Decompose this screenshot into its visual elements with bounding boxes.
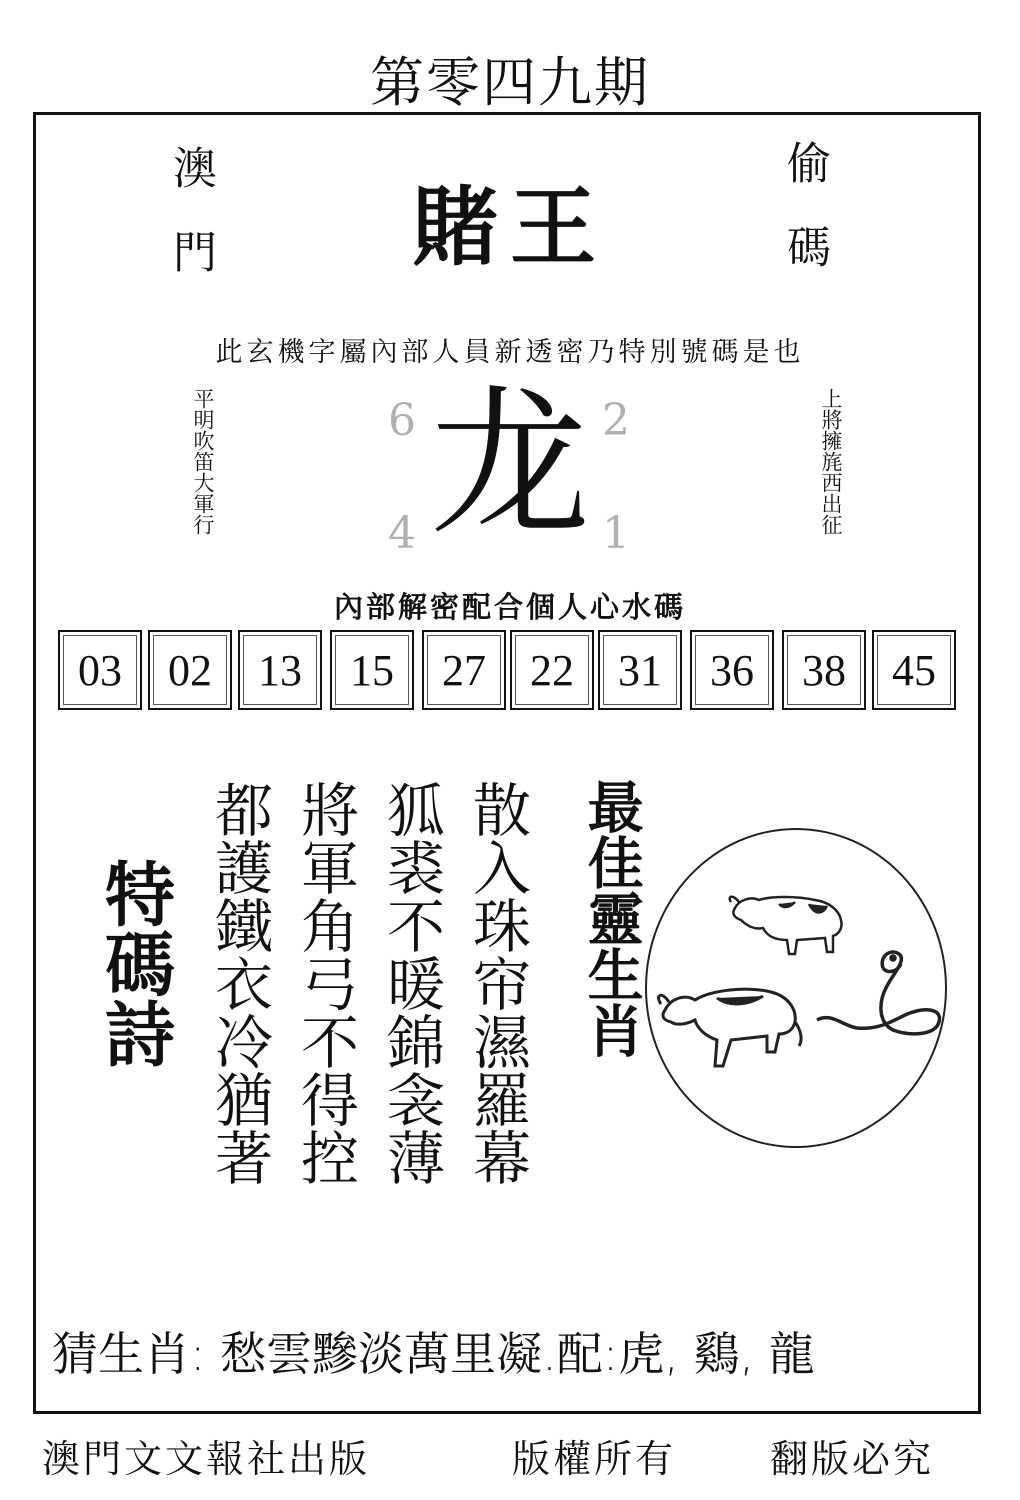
corner-number-top-right: 2: [602, 395, 630, 446]
corner-number-bottom-left: 4: [388, 508, 416, 559]
verse-right: 上將擁旄西出征: [819, 388, 843, 535]
zodiac-picture-circle: [645, 828, 947, 1148]
main-title: 賭王: [412, 178, 608, 278]
best-zodiac-label: 最佳靈生肖: [578, 778, 645, 1058]
featured-zodiac: 龙: [429, 370, 590, 557]
decode-line: 內部解密配合個人心水碼: [333, 590, 686, 624]
number-box: 38: [782, 630, 866, 710]
issue-title: 第零四九期: [370, 51, 650, 114]
corner-number-top-left: 6: [388, 395, 416, 446]
side-label-right: 偷碼: [779, 140, 830, 308]
number-box: 03: [58, 630, 142, 710]
number-box: 45: [872, 630, 956, 710]
ox-icon: [659, 989, 802, 1066]
verse-left: 平明吹笛大軍行: [191, 388, 215, 535]
poem-line: 散入珠帘濕羅幕: [462, 780, 531, 1186]
corner-number-bottom-right: 1: [602, 508, 630, 559]
number-box: 31: [598, 630, 682, 710]
number-box: 15: [330, 630, 414, 710]
number-box: 27: [422, 630, 506, 710]
footer-copyright: 版權所有: [512, 1437, 677, 1481]
footer-publisher: 澳門文文報社出版: [42, 1437, 371, 1481]
number-box: 13: [238, 630, 322, 710]
poem-line: 將軍角弓不得控: [290, 780, 359, 1186]
secret-line: 此玄機字屬內部人員新透密乃特別號碼是也: [215, 337, 805, 368]
guess-zodiac-line: 猜生肖: 愁雲黲淡萬里凝.配:虎, 鷄, 龍: [52, 1327, 815, 1381]
number-box: 36: [690, 630, 774, 710]
numbers-row: [58, 630, 958, 712]
poem-title: 特碼詩: [93, 858, 177, 1068]
poem-line: 狐裘不暖錦衾薄: [376, 780, 445, 1186]
poem-line: 都護鐵衣冷猶著: [204, 780, 273, 1186]
ox-icon: [730, 897, 842, 954]
snake-icon: [817, 952, 940, 1034]
side-label-left: 澳門: [165, 145, 216, 313]
number-box: 02: [148, 630, 232, 710]
number-box: 22: [510, 630, 594, 710]
footer-piracy-notice: 翻版必究: [770, 1437, 935, 1481]
